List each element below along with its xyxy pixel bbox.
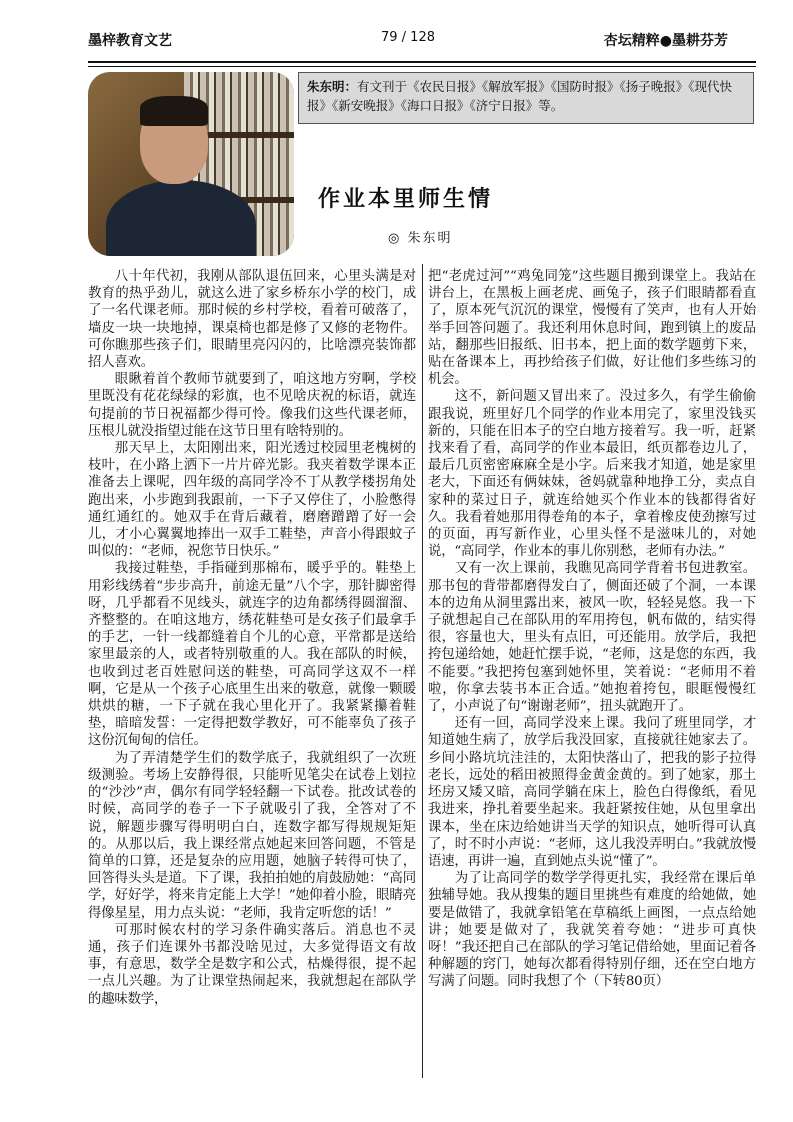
paragraph: 为了让高同学的数学学得更扎实，我经常在课后单独辅导她。我从搜集的题目里挑些有难度的给她做，她要是做错了，我就拿铅笔在草稿纸上画图，一点点给她讲；她要是做对了，我就笑着夸她：“进步可真快呀！”我还把自己在部队的学习笔记借给她，里面记着各种解题的窍门，她每次都看得特别仔细，还在空白地方写满了问题。同时我想了个（下转80页）	[428, 871, 756, 990]
header-rule-thick	[88, 61, 756, 63]
section-name: 杏坛精粹●墨耕芬芳	[603, 33, 728, 49]
paragraph: 我接过鞋垫，手指碰到那棉布，暖乎乎的。鞋垫上用彩线绣着“步步高升，前途无量”八个字，那针脚密得呀，几乎都看不见线头，就连字的边角都绣得圆溜溜、齐整整的。在咱这地方，绣花鞋垫可是女孩子们最拿手的手艺，一针一线都缝着自个儿的心意，平常都是送给家里最亲的人，或者特别敬重的人。我在部队的时候，也收到过老百姓慰问送的鞋垫，可高同学这双不一样啊，它是从一个孩子心底里生出来的敬意，就像一颗暖烘烘的糖，一下子就在我心里化开了。我紧紧攥着鞋垫，暗暗发誓：一定得把数学教好，可不能辜负了孩子这份沉甸甸的信任。	[88, 561, 416, 749]
author-photo	[88, 72, 294, 256]
column-divider	[422, 264, 423, 1078]
paragraph: 眼瞅着首个教师节就要到了，咱这地方穷啊，学校里既没有花花绿绿的彩旗，也不见啥庆祝的标语，就连句提前的节日祝福都少得可怜。像我们这些代课老师，压根儿就没指望过能在这节日里有啥特别的。	[88, 372, 416, 439]
right-column	[428, 268, 756, 991]
paragraph: 八十年代初，我刚从部队退伍回来，心里头满是对教育的热乎劲儿，就这么进了家乡桥东小学的校门，成了一名代课老师。那时候的乡村学校，看着可破落了，墙皮一块一块地掉，课桌椅也都是修了又修的老物件。可你瞧那些孩子们，眼睛里亮闪闪的，比啥漂亮装饰都招人喜欢。	[88, 269, 416, 371]
person-hair	[140, 96, 208, 126]
author-bio-name: 朱东明：	[307, 79, 358, 94]
article-author: ◎ 朱东明	[388, 231, 453, 246]
paragraph-continued: 把“老虎过河”“鸡兔同笼”这些题目搬到课堂上。我站在讲台上，在黑板上画老虎、画兔子，孩子们眼睛都看直了，原本死气沉沉的课堂，慢慢有了笑声，也有人开始举手回答问题了。我还利用休息时间，跑到镇上的废品站，翻那些旧报纸、旧书本，把上面的数学题剪下来，贴在备课本上，再抄给孩子们做，好让他们多些练习的机会。	[428, 269, 756, 388]
magazine-name: 墨梓教育文艺	[88, 33, 172, 49]
author-bio-box	[298, 72, 754, 124]
left-column	[88, 268, 416, 1008]
header-rule-thin	[88, 66, 756, 67]
author-bio-text: 有文刊于《农民日报》《解放军报》《国防时报》《扬子晚报》《现代快报》《新安晚报》《海口日报》《济宁日报》等。	[307, 79, 733, 113]
paragraph: 又有一次上课前，我瞧见高同学背着书包进教室。那书包的背带都磨得发白了，侧面还破了个洞，一本课本的边角从洞里露出来，被风一吹，轻轻晃悠。我一下子就想起自己在部队用的军用挎包，帆布做的，结实得很，容量也大，里头有点旧，可还能用。放学后，我把挎包递给她，她赶忙摆手说，“老师，这是您的东西，我不能要。”我把挎包塞到她怀里，笑着说：“老师用不着啦，你拿去装书本正合适。”她抱着挎包，眼眶慢慢红了，小声说了句“谢谢老师”，扭头就跑开了。	[428, 561, 756, 715]
page-header	[88, 30, 728, 52]
paragraph: 还有一回，高同学没来上课。我问了班里同学，才知道她生病了，放学后我没回家，直接就往她家去了。乡间小路坑坑洼洼的，太阳快落山了，把我的影子拉得老长，远处的稻田被照得金黄金黄的。到了她家，那土坯房又矮又暗，高同学躺在床上，脸色白得像纸，看见我进来，挣扎着要坐起来。我赶紧按住她，从包里拿出课本，坐在床边给她讲当天学的知识点，她听得可认真了，时不时小声说：“老师，这儿我没弄明白。”我就放慢语速，再讲一遍，直到她点头说“懂了”。	[428, 716, 756, 869]
paragraph: 这不，新问题又冒出来了。没过多久，有学生偷偷跟我说，班里好几个同学的作业本用完了，家里没钱买新的，只能在旧本子的空白地方接着写。我一听，赶紧找来看了看，高同学的作业本最旧，纸页都卷边儿了，最后几页密密麻麻全是小字。后来我才知道，她是家里老大，下面还有俩妹妹，爸妈就靠种地挣工分，卖点自家种的菜过日子，就连给她买个作业本的钱都得省好久。我看着她那用得卷角的本子，拿着橡皮使劲擦写过的页面，再写新作业，心里头怪不是滋味儿的，对她说，“高同学，作业本的事儿你别愁，老师有办法。”	[428, 389, 756, 560]
paragraph: 可那时候农村的学习条件确实落后。消息也不灵通，孩子们连课外书都没啥见过，大多觉得语文有故事，有意思，数学全是数字和公式，枯燥得很，提不起一点儿兴趣。为了让课堂热闹起来，我就想起在部队学的趣味数学，	[88, 922, 416, 1007]
article-title: 作业本里师生情	[318, 187, 494, 212]
paragraph: 为了弄清楚学生们的数学底子，我就组织了一次班级测验。考场上安静得很，只能听见笔尖在试卷上划拉的“沙沙”声，偶尔有同学轻轻翻一下试卷。批改试卷的时候，高同学的卷子一下子就吸引了我，全答对了不说，解题步骤写得明明白白，连数字都写得规规矩矩的。从那以后，我上课经常点她起来回答问题，不管是简单的口算，还是复杂的应用题，她脑子转得可快了，回答得头头是道。下了课，我拍拍她的肩鼓励她：“高同学，好好学，将来肯定能上大学！”她仰着小脸，眼睛亮得像星星，用力点头说：“老师，我肯定听您的话！”	[88, 750, 416, 921]
page-indicator: 79 / 128	[381, 30, 435, 45]
paragraph: 那天早上，太阳刚出来，阳光透过校园里老槐树的枝叶，在小路上洒下一片片碎光影。我夹着数学课本正准备去上课呢，四年级的高同学冷不丁从教学楼拐角处跑出来，小步跑到我跟前，一下子又停住了，小脸憋得通红通红的。她双手在背后藏着，磨磨蹭蹭了好一会儿，才小心翼翼地捧出一双手工鞋垫，声音小得跟蚊子叫似的：“老师，祝您节日快乐。”	[88, 441, 416, 560]
